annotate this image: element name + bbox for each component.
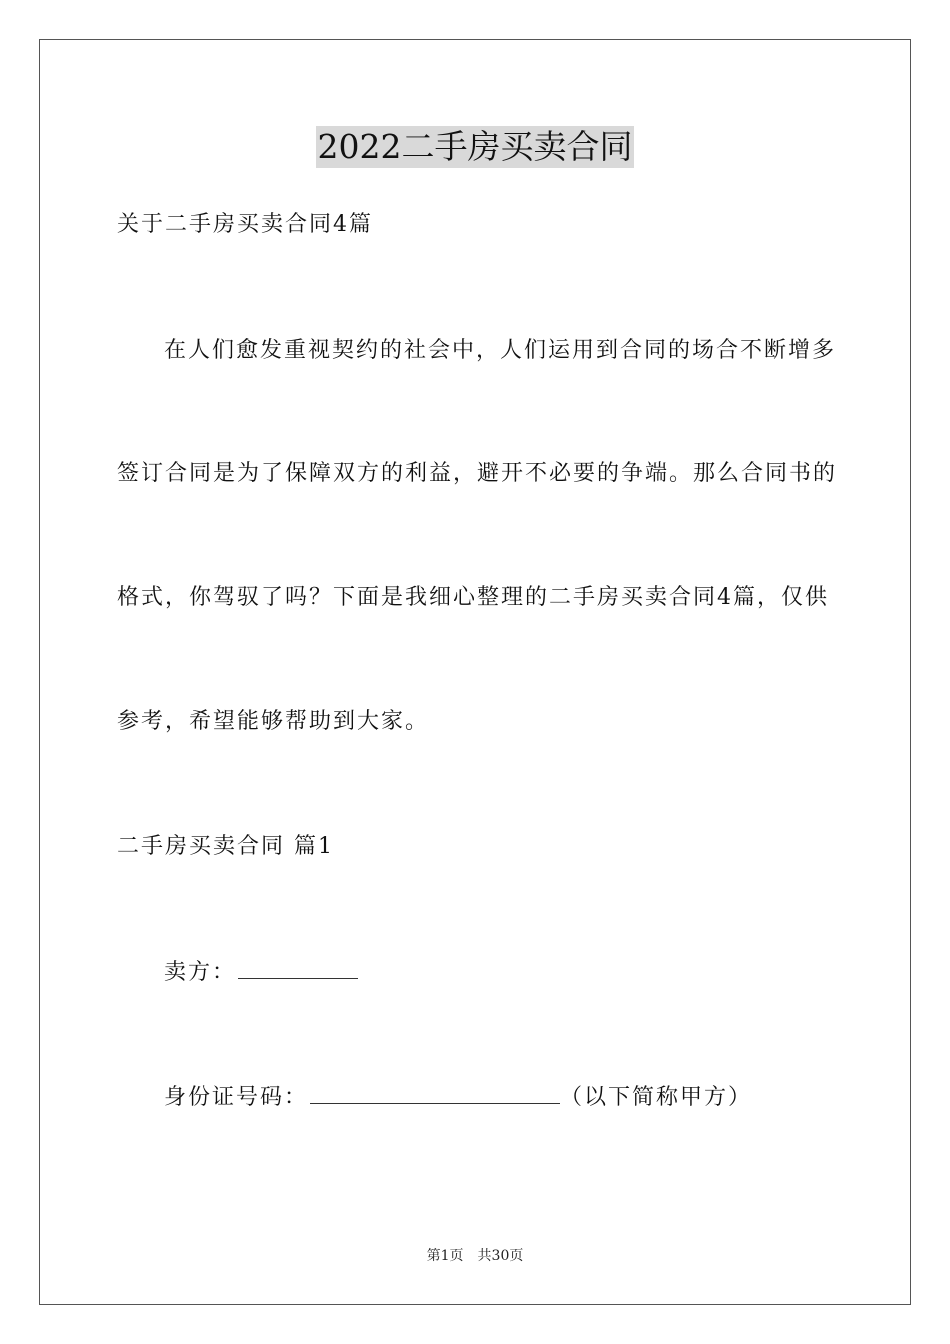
intro-line-3: 格式，你驾驭了吗？下面是我细心整理的二手房买卖合同4篇，仅供 [117, 585, 829, 610]
seller-field [164, 956, 358, 988]
document-title: 2022二手房买卖合同 [317, 127, 633, 166]
intro-line-4: 参考，希望能够帮助到大家。 [117, 709, 430, 734]
section-heading: 二手房买卖合同 篇1 [117, 834, 334, 859]
id-label: 身份证号码： [164, 1085, 309, 1110]
page-number: 第1页 [426, 1248, 464, 1264]
document-subtitle: 关于二手房买卖合同4篇 [117, 212, 373, 237]
intro-line-1: 在人们愈发重视契约的社会中，人们运用到合同的场合不断增多 [164, 338, 837, 363]
id-field [164, 1081, 752, 1113]
page-footer [0, 1246, 950, 1266]
id-blank [310, 1081, 560, 1104]
seller-blank [238, 956, 358, 979]
intro-line-2: 签订合同是为了保障双方的利益，避开不必要的争端。那么合同书的 [117, 461, 838, 486]
id-suffix: （以下简称甲方） [560, 1085, 753, 1110]
page-total: 共30页 [477, 1248, 524, 1264]
title-container [0, 126, 950, 168]
seller-label: 卖方： [164, 960, 237, 985]
